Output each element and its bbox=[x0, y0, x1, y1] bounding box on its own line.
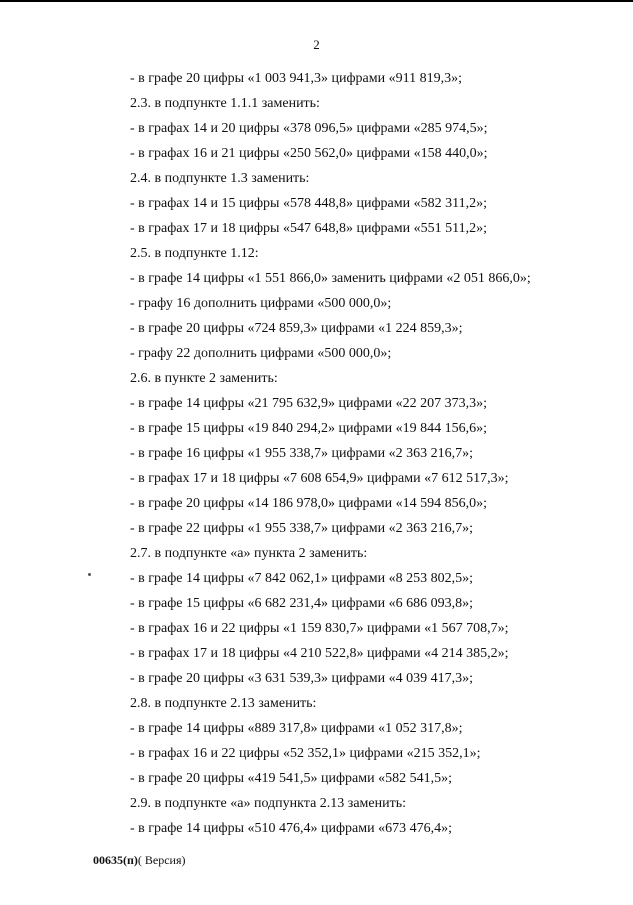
document-code: 00635(п) bbox=[93, 853, 138, 867]
text-line: - графу 16 дополнить цифрами «500 000,0»; bbox=[130, 296, 392, 311]
text-line: - в графе 16 цифры «1 955 338,7» цифрами «2 363 216,7»; bbox=[130, 446, 473, 461]
text-line: - в графе 14 цифры «21 795 632,9» цифрами «22 207 373,3»; bbox=[130, 396, 487, 411]
page-number: 2 bbox=[313, 37, 320, 52]
top-edge-rule bbox=[0, 0, 633, 2]
text-line: - в графах 17 и 18 цифры «4 210 522,8» цифрами «4 214 385,2»; bbox=[130, 646, 509, 661]
section-heading: 2.9. в подпункте «а» подпункта 2.13 заменить: bbox=[130, 796, 406, 811]
text-line: - в графе 15 цифры «6 682 231,4» цифрами «6 686 093,8»; bbox=[130, 596, 473, 611]
section-heading: 2.4. в подпункте 1.3 заменить: bbox=[130, 171, 310, 186]
text-line: - в графах 16 и 21 цифры «250 562,0» цифрами «158 440,0»; bbox=[130, 146, 488, 161]
text-line: - в графе 20 цифры «3 631 539,3» цифрами «4 039 417,3»; bbox=[130, 671, 473, 686]
text-line: - в графе 20 цифры «724 859,3» цифрами «1 224 859,3»; bbox=[130, 321, 463, 336]
scan-speck bbox=[88, 573, 91, 576]
text-line: - в графах 14 и 15 цифры «578 448,8» цифрами «582 311,2»; bbox=[130, 196, 487, 211]
text-line: - в графе 20 цифры «1 003 941,3» цифрами «911 819,3»; bbox=[130, 71, 462, 86]
amendment-list bbox=[130, 66, 620, 841]
section-heading: 2.7. в подпункте «а» пункта 2 заменить: bbox=[130, 546, 368, 561]
text-line: - в графе 14 цифры «889 317,8» цифрами «1 052 317,8»; bbox=[130, 721, 463, 736]
footer-document-code bbox=[93, 853, 186, 867]
text-line: - в графе 20 цифры «14 186 978,0» цифрами «14 594 856,0»; bbox=[130, 496, 487, 511]
text-line: - в графах 16 и 22 цифры «52 352,1» цифрами «215 352,1»; bbox=[130, 746, 481, 761]
text-line: - в графе 14 цифры «7 842 062,1» цифрами «8 253 802,5»; bbox=[130, 571, 473, 586]
text-line: - в графах 16 и 22 цифры «1 159 830,7» цифрами «1 567 708,7»; bbox=[130, 621, 509, 636]
text-line: - в графе 15 цифры «19 840 294,2» цифрами «19 844 156,6»; bbox=[130, 421, 487, 436]
text-line: - в графах 14 и 20 цифры «378 096,5» цифрами «285 974,5»; bbox=[130, 121, 488, 136]
text-line: - в графе 14 цифры «1 551 866,0» заменить цифрами «2 051 866,0»; bbox=[130, 271, 531, 286]
text-line: - в графах 17 и 18 цифры «7 608 654,9» цифрами «7 612 517,3»; bbox=[130, 471, 509, 486]
text-line: - в графах 17 и 18 цифры «547 648,8» цифрами «551 511,2»; bbox=[130, 221, 487, 236]
text-line: - в графе 22 цифры «1 955 338,7» цифрами «2 363 216,7»; bbox=[130, 521, 473, 536]
section-heading: 2.5. в подпункте 1.12: bbox=[130, 246, 259, 261]
section-heading: 2.8. в подпункте 2.13 заменить: bbox=[130, 696, 317, 711]
text-line: - графу 22 дополнить цифрами «500 000,0»; bbox=[130, 346, 392, 361]
section-heading: 2.6. в пункте 2 заменить: bbox=[130, 371, 278, 386]
text-line: - в графе 20 цифры «419 541,5» цифрами «582 541,5»; bbox=[130, 771, 452, 786]
text-line: - в графе 14 цифры «510 476,4» цифрами «673 476,4»; bbox=[130, 821, 452, 836]
document-version: ( Версия) bbox=[137, 853, 186, 867]
section-heading: 2.3. в подпункте 1.1.1 заменить: bbox=[130, 96, 320, 111]
